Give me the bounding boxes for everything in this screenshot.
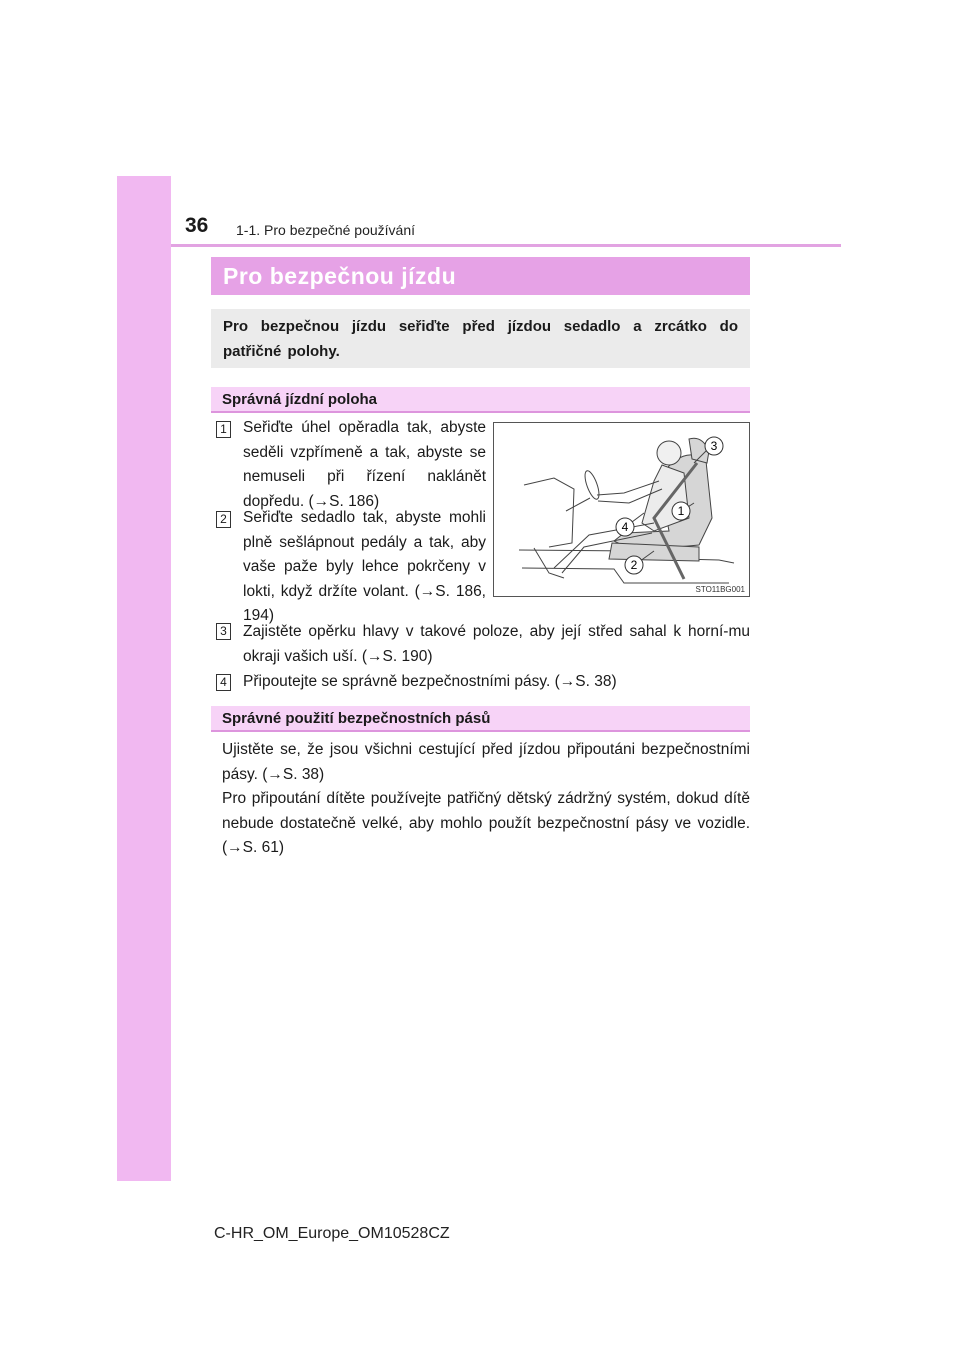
side-color-band (117, 176, 171, 1181)
callout-3: 3 (710, 439, 718, 453)
figure-code: STO11BG001 (695, 585, 745, 594)
item-number-4: 4 (216, 674, 231, 691)
item-number-3: 3 (216, 623, 231, 640)
intro-text: Pro bezpečnou jízdu seřiďte před jízdou sedadlo a zrcátko do patřičné polohy. (211, 309, 750, 368)
document-code: C-HR_OM_Europe_OM10528CZ (214, 1225, 450, 1242)
page-title: Pro bezpečnou jízdu (211, 257, 750, 295)
callout-1: 1 (677, 504, 685, 518)
driving-position-heading: Správná jízdní poloha (211, 387, 750, 413)
page-number: 36 (185, 214, 209, 237)
item-text-1: Seřiďte úhel opěradla tak, abyste seděli vzpřímeně a tak, abyste se nemuseli při řízení naklánět dopředu. (→S. 186) (243, 419, 486, 510)
item-text-4: Připoutejte se správně bezpečnostními pásy. (→S. 38) (243, 673, 617, 690)
header-rule (171, 244, 841, 247)
callout-2: 2 (630, 558, 638, 572)
driving-position-figure (493, 422, 750, 597)
item-text-2: Seřiďte sedadlo tak, abyste mohli plně sešlápnout pedály a tak, aby vaše paže byly lehce pokrčeny v lokti, když držíte volant. (→S. 186, 194) (243, 509, 486, 624)
section-title: 1-1. Pro bezpečné používání (236, 222, 416, 238)
seat-illustration (494, 423, 749, 596)
item-number-1: 1 (216, 421, 231, 438)
item-number-2: 2 (216, 511, 231, 528)
item-text-3: Zajistěte opěrku hlavy v takové poloze, aby její střed sahal k horní-mu okraji vašich uší. (→S. 190) (243, 623, 750, 665)
seatbelts-paragraph-2: Pro připoutání dítěte používejte patřičný dětský zádržný systém, dokud dítě nebude dostatečně velké, aby mohlo použít bezpečnostní pásy ve vozidle. (→S. 61) (222, 790, 750, 856)
seatbelts-paragraph-1: Ujistěte se, že jsou všichni cestující před jízdou připoutáni bezpečnostními pásy. (→S. 38) (222, 741, 750, 783)
callout-4: 4 (621, 520, 629, 534)
seatbelts-heading: Správné použití bezpečnostních pásů (211, 706, 750, 732)
